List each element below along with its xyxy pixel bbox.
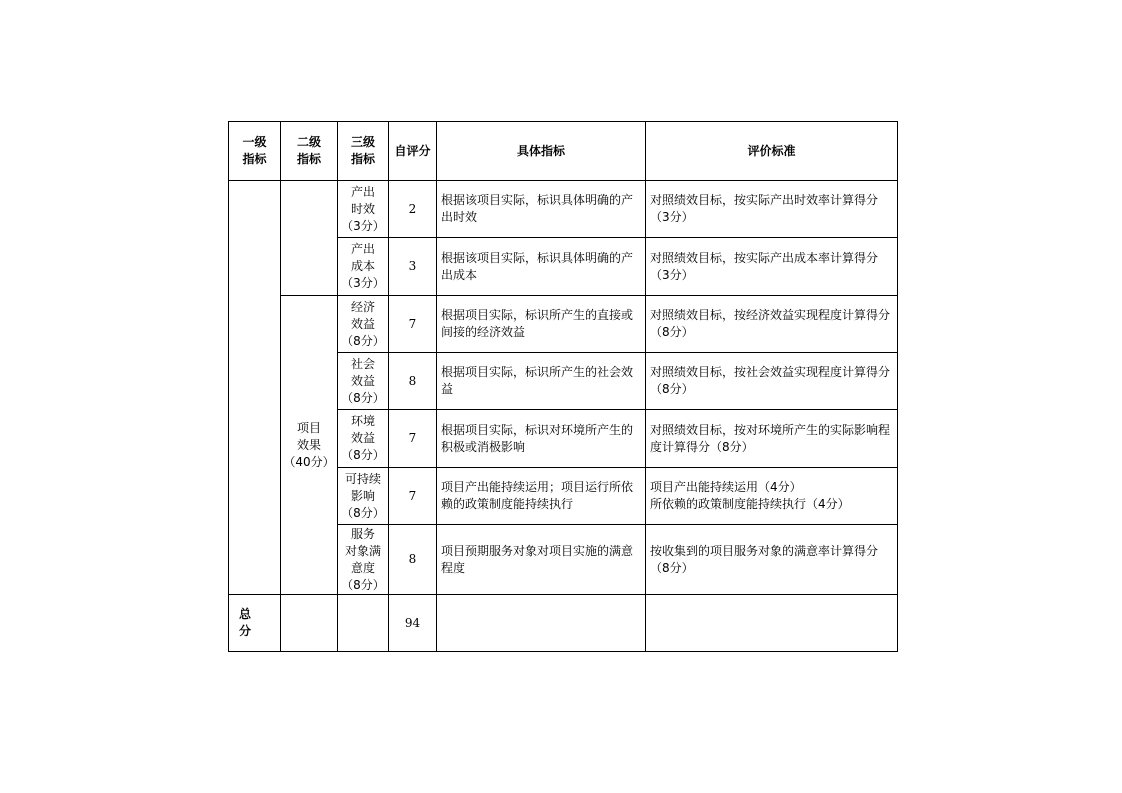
- level3-cell: 服务 对象满 意度 （8分）: [338, 525, 389, 595]
- table-row: [229, 296, 898, 353]
- criteria-cell: 对照绩效目标，按对环境所产生的实际影响程度计算得分（8分）: [646, 410, 898, 468]
- specific-cell: 根据项目实际，标识所产生的社会效益: [437, 353, 646, 410]
- total-empty-cell: [281, 595, 338, 652]
- specific-cell: 根据该项目实际，标识具体明确的产出时效: [437, 181, 646, 238]
- header-self-score: 自评分: [389, 122, 437, 181]
- criteria-cell: 对照绩效目标，按经济效益实现程度计算得分（8分）: [646, 296, 898, 353]
- score-cell: 7: [389, 468, 437, 525]
- score-cell: 2: [389, 181, 437, 238]
- level3-cell: 产出 成本 （3分）: [338, 238, 389, 296]
- level3-cell: 经济 效益 （8分）: [338, 296, 389, 353]
- level2-cell-empty: [281, 181, 338, 296]
- level2-project-effect-cell: 项目 效果 （40分）: [281, 296, 338, 595]
- score-cell: 8: [389, 525, 437, 595]
- specific-cell: 根据该项目实际，标识具体明确的产出成本: [437, 238, 646, 296]
- criteria-cell: 按收集到的项目服务对象的满意率计算得分（8分）: [646, 525, 898, 595]
- header-row: [229, 122, 898, 181]
- criteria-cell: 对照绩效目标，按实际产出时效率计算得分（3分）: [646, 181, 898, 238]
- table-row: [229, 181, 898, 238]
- total-row: [229, 595, 898, 652]
- specific-cell: 项目预期服务对象对项目实施的满意程度: [437, 525, 646, 595]
- score-cell: 3: [389, 238, 437, 296]
- specific-cell: 根据项目实际，标识对环境所产生的积极或消极影响: [437, 410, 646, 468]
- total-empty-cell: [646, 595, 898, 652]
- evaluation-table: [228, 121, 898, 652]
- score-cell: 7: [389, 296, 437, 353]
- level3-cell: 产出 时效 （3分）: [338, 181, 389, 238]
- header-level3: 三级 指标: [338, 122, 389, 181]
- criteria-cell: 对照绩效目标，按社会效益实现程度计算得分（8分）: [646, 353, 898, 410]
- total-empty-cell: [437, 595, 646, 652]
- level1-cell: [229, 181, 281, 595]
- level3-cell: 环境 效益 （8分）: [338, 410, 389, 468]
- level3-cell: 可持续 影响 （8分）: [338, 468, 389, 525]
- criteria-cell: 项目产出能持续运用（4分） 所依赖的政策制度能持续执行（4分）: [646, 468, 898, 525]
- specific-cell: 项目产出能持续运用；项目运行所依赖的政策制度能持续执行: [437, 468, 646, 525]
- criteria-cell: 对照绩效目标，按实际产出成本率计算得分（3分）: [646, 238, 898, 296]
- total-label: 总 分: [229, 595, 281, 652]
- specific-cell: 根据项目实际，标识所产生的直接或间接的经济效益: [437, 296, 646, 353]
- header-criteria: 评价标准: [646, 122, 898, 181]
- score-cell: 7: [389, 410, 437, 468]
- score-cell: 8: [389, 353, 437, 410]
- level3-cell: 社会 效益 （8分）: [338, 353, 389, 410]
- header-level1: 一级 指标: [229, 122, 281, 181]
- header-specific-indicator: 具体指标: [437, 122, 646, 181]
- total-score: 94: [389, 595, 437, 652]
- header-level2: 二级 指标: [281, 122, 338, 181]
- total-empty-cell: [338, 595, 389, 652]
